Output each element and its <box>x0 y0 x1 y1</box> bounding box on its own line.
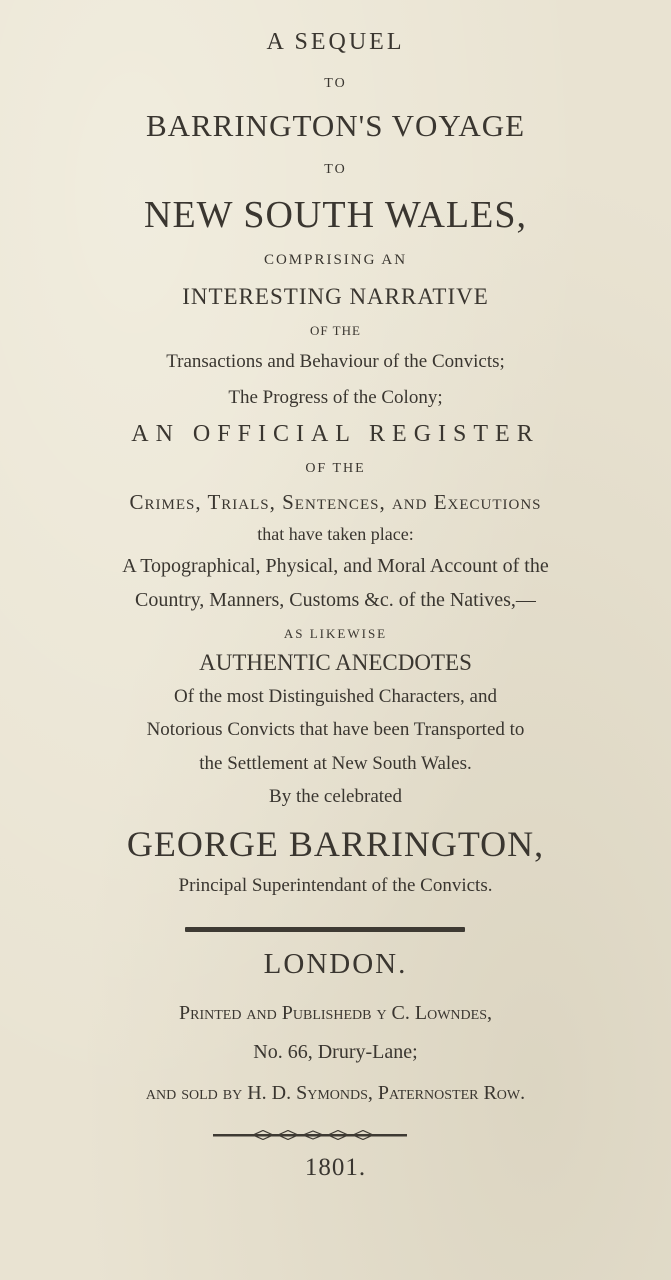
heading-official-register: AN OFFICIAL REGISTER <box>131 421 540 447</box>
connector-to-2: TO <box>324 162 347 177</box>
text-distinguished: Of the most Distinguished Characters, and <box>174 686 497 707</box>
subheading-comprising: COMPRISING AN <box>263 252 408 268</box>
divider-rule <box>185 927 465 932</box>
imprint-year: 1801. <box>304 1154 367 1181</box>
subheading-interesting-narrative: INTERESTING NARRATIVE <box>182 284 489 309</box>
heading-new-south-wales: NEW SOUTH WALES, <box>144 194 527 236</box>
connector-as-likewise: AS LIKEWISE <box>283 626 388 641</box>
text-country-manners: Country, Manners, Customs &c. of the Natives,— <box>135 589 536 611</box>
text-taken-place: that have taken place: <box>257 524 414 544</box>
connector-to-1: TO <box>324 76 347 91</box>
ornament-divider <box>213 1130 407 1140</box>
text-by-celebrated: By the celebrated <box>269 786 402 807</box>
imprint-seller: and sold by H. D. Symonds, Paternoster Row. <box>145 1082 526 1104</box>
text-progress-colony: The Progress of the Colony; <box>228 387 443 408</box>
connector-of-the-1: OF THE <box>310 323 361 338</box>
text-settlement: the Settlement at New South Wales. <box>199 753 472 774</box>
text-crimes-trials: Crimes, Trials, Sentences, and Executions <box>129 490 542 514</box>
heading-authentic-anecdotes: AUTHENTIC ANECDOTES <box>199 650 472 675</box>
imprint-city: LONDON. <box>263 948 408 980</box>
heading-sequel: A SEQUEL <box>266 29 405 55</box>
author-title: Principal Superintendant of the Convicts. <box>178 875 493 896</box>
author-name: GEORGE BARRINGTON, <box>126 824 545 864</box>
imprint-address: No. 66, Drury-Lane; <box>253 1041 418 1063</box>
imprint-printer: Printed and Publishedb y C. Lowndes, <box>178 1002 492 1024</box>
text-transactions: Transactions and Behaviour of the Convicts; <box>166 351 505 372</box>
heading-barrington-voyage: BARRINGTON'S VOYAGE <box>145 108 526 143</box>
text-notorious-convicts: Notorious Convicts that have been Transported to <box>146 719 525 740</box>
text-topographical: A Topographical, Physical, and Moral Account of the <box>122 555 549 577</box>
connector-of-the-2: OF THE <box>305 461 366 476</box>
